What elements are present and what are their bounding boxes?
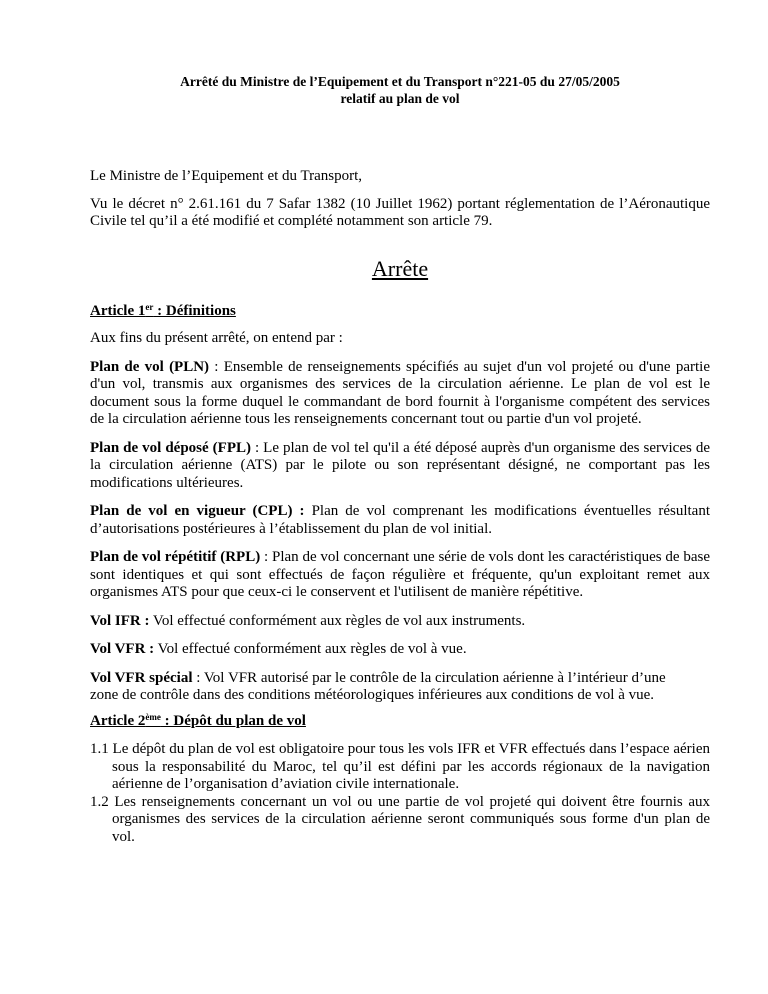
definition-vfr (90, 641, 710, 659)
definition-term: Plan de vol en vigueur (CPL) : (90, 503, 305, 519)
definition-rpl (90, 549, 710, 602)
document-title (90, 74, 710, 107)
definition-term: Vol VFR spécial (90, 669, 193, 686)
heading-arrete: Arrête (371, 255, 429, 281)
definition-term: Vol VFR : (90, 641, 155, 657)
definition-text: : Vol VFR autorisé par le contrôle de la circulation aérienne à l’intérieur d’une zone de contrôle dans des conditions météorologiques inférieures aux conditions de vol à vue. (90, 669, 666, 703)
definition-ifr (90, 613, 710, 631)
definition-term: Plan de vol (PLN) (90, 358, 210, 375)
definition-pln (90, 359, 710, 429)
definition-text: : Plan de vol concernant une série de vols dont les caractéristiques de base sont identiques et qui sont effectués de façon régulière et fréquente, qu'un exploitant remet aux organismes ATS pour que ceux-ci le conservent et l'utilisent de manière répétitive. (90, 549, 711, 600)
preamble-minister: Le Ministre de l’Equipement et du Transport, (90, 168, 363, 184)
definition-text: Vol effectué conformément aux règles de vol à vue. (154, 641, 467, 657)
article-1-intro: Aux fins du présent arrêté, on entend par : (90, 330, 343, 346)
definition-vfr-special (90, 670, 710, 705)
document-body (90, 74, 710, 846)
definition-term: Vol IFR : (90, 612, 150, 629)
title-line-2: relatif au plan de vol (340, 90, 460, 106)
definition-text: : Le plan de vol tel qu'il a été déposé auprès d'un organisme des services de la circulation aérienne (ATS) par le pilote ou son représentant désigné, ne comportant pas les modifications ultérieures. (90, 439, 710, 491)
definition-cpl (90, 503, 710, 538)
definition-term: Plan de vol répétitif (RPL) (90, 549, 261, 565)
article-2-title: Article 2ème : Dépôt du plan de vol (90, 711, 306, 729)
definition-term: Plan de vol déposé (FPL) (90, 439, 251, 456)
article-2-item-1: 1.1 Le dépôt du plan de vol est obligatoire pour tous les vols IFR et VFR effectués dans l’espace aérien sous la responsabilité du Maroc, tel qu’il est défini par les accords régionaux de la navigation aérienne de l’organisation d’aviation civile internationale. (90, 741, 710, 792)
title-line-1: Arrêté du Ministre de l’Equipement et du Transport n°221-05 du 27/05/2005 (180, 74, 620, 89)
article-2-item-2: 1.2 Les renseignements concernant un vol ou une partie de vol projeté qui doivent être fournis aux organismes des services de la circulation aérienne seront communiqués sous forme d'un plan de vol. (90, 793, 710, 845)
definition-text: Vol effectué conformément aux règles de vol aux instruments. (149, 612, 526, 629)
definition-text: Plan de vol comprenant les modifications éventuelles résultant d’autorisations postérieures à l’établissement du plan de vol initial. (90, 503, 710, 537)
definition-text: : Ensemble de renseignements spécifiés au sujet d'un vol projeté ou d'une partie d'un vol, transmis aux organismes des services de la circulation aérienne. Le plan de vol est le document sous la forme duquel le commandant de bord fournit à l'organisme compétent des services de la circulation aérienne tous les renseignements concernant tout ou partie d'un vol projeté. (90, 358, 710, 427)
preamble-vu: Vu le décret n° 2.61.161 du 7 Safar 1382 (10 Juillet 1962) portant réglementation de l’Aéronautique Civile tel qu’il a été modifié et complété notamment son article 79. (90, 195, 710, 229)
definition-fpl (90, 440, 710, 493)
article-1-title: Article 1er : Définitions (90, 301, 236, 319)
